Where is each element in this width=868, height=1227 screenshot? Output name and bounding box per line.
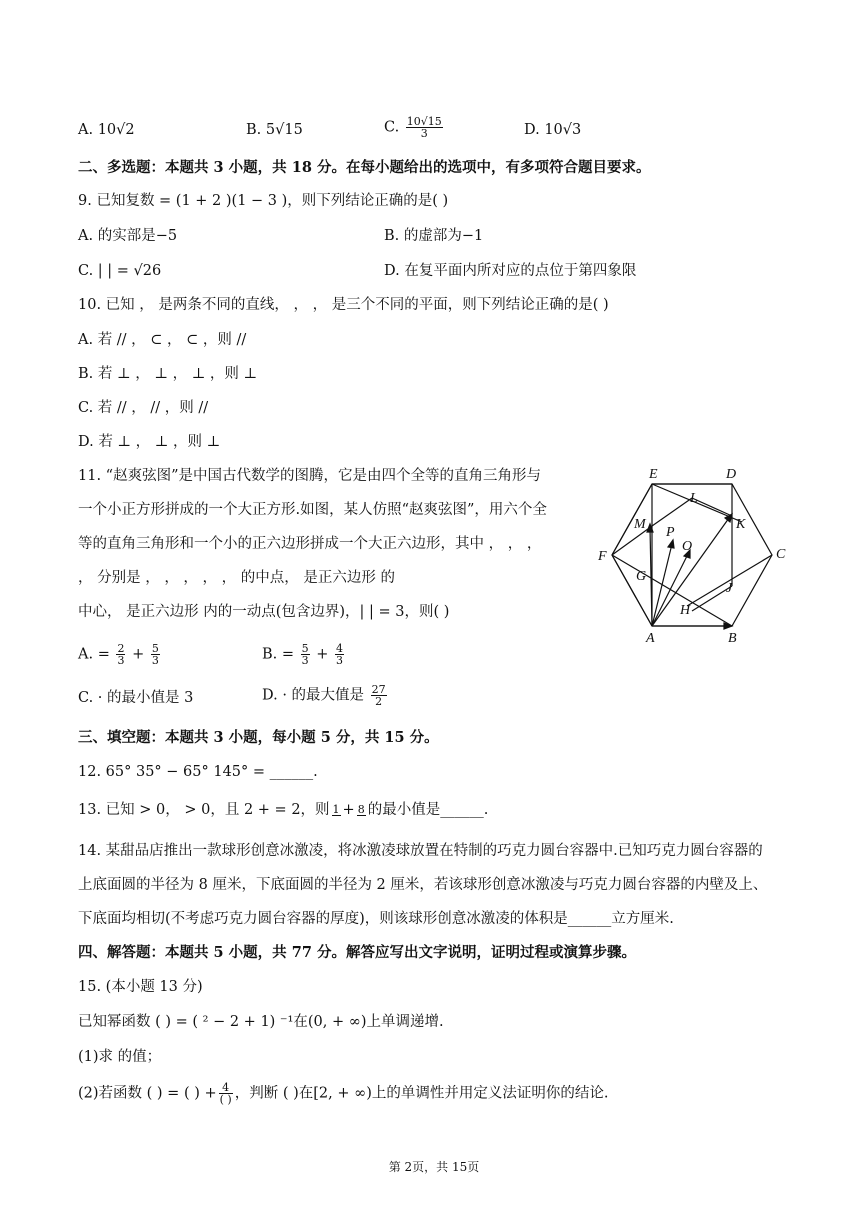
label-b: B xyxy=(728,631,737,646)
q10-option-c: C. 若 // ， // ，则 // xyxy=(78,400,209,416)
q9-stem: 9. 已知复数 = (1 + 2 )(1 − 3 )，则下列结论正确的是( ) xyxy=(78,193,449,209)
label-m: M xyxy=(634,517,646,532)
q15-header: 15. (本小题 13 分) xyxy=(78,979,203,995)
label-g: G xyxy=(636,569,647,584)
label-l: L xyxy=(690,491,698,506)
q11-stem-line-1: 11. “赵爽弦图”是中国古代数学的图腾，它是由四个全等的直角三角形与 xyxy=(78,468,541,484)
q11-stem-line-4: ， 分别是 ， ， ， ， ， 的中点， 是正六边形 的 xyxy=(78,570,395,586)
q14-line-3: 下底面均相切(不考虑巧克力圆台容器的厚度)，则该球形创意冰激凌的体积是______立方厘米. xyxy=(78,911,674,927)
section-2-title: 二、多选题：本题共 3 小题，共 18 分。在每小题给出的选项中，有多项符合题目要求。 xyxy=(78,159,651,176)
q15-part-1: (1)求 的值； xyxy=(78,1049,162,1065)
label-p: P xyxy=(666,525,675,540)
label-d: D xyxy=(726,467,737,482)
q11-stem-line-2: 一个小正方形拼成的一个大正方形.如图，某人仿照“赵爽弦图”，用六个全 xyxy=(78,502,547,518)
q11-option-d: D. · 的最大值是 $\frac{27}{2}$ xyxy=(262,683,386,708)
q12: 12. 65° 35° − 65° 145° = ______. xyxy=(78,764,318,780)
label-k: K xyxy=(736,517,746,532)
vector-ak xyxy=(652,518,729,626)
q11-option-c: C. · 的最小值是 3 xyxy=(78,690,194,706)
q10-option-b: B. 若 ⊥ ， ⊥ ， ⊥ ，则 ⊥ xyxy=(78,366,258,382)
q13: 13. 已知 > 0， > 0，且 2 + = 2，则 1 + 8 的最小值是______. xyxy=(78,802,489,818)
q10-stem: 10. 已知 ， 是两条不同的直线， ， ， 是三个不同的平面，则下列结论正确的是( ) xyxy=(78,297,609,313)
q8-option-c-fraction: $\frac{10√15}{3}$ xyxy=(406,115,442,140)
q8-option-c-label: C. xyxy=(384,119,400,136)
q9-option-d: D. 在复平面内所对应的点位于第四象限 xyxy=(384,263,637,279)
label-h: H xyxy=(680,603,691,618)
q11-option-a: A. = $\frac{2}{3}$ + $\frac{5}{3}$ xyxy=(78,642,159,667)
q10-option-d: D. 若 ⊥ ， ⊥ ，则 ⊥ xyxy=(78,434,221,450)
section-3-title: 三、填空题：本题共 3 小题，每小题 5 分，共 15 分。 xyxy=(78,729,439,746)
label-o: O xyxy=(682,539,693,554)
label-a: A xyxy=(646,631,655,646)
q10-option-a: A. 若 // ， ⊂ ， ⊂ ，则 // xyxy=(78,332,247,348)
q11-option-b: B. = $\frac{5}{3}$ + $\frac{4}{3}$ xyxy=(262,642,344,667)
q15-part-2: (2)若函数 ( ) = ( ) + $\frac{4}{( )}$ ，判断 ( )在[2, + ∞)上的单调性并用定义法证明你的结论. xyxy=(78,1081,609,1106)
q9-option-c: C. | | = √26 xyxy=(78,263,162,279)
q11-stem-line-5: 中心， 是正六边形 内的一动点(包含边界)，| | = 3，则( ) xyxy=(78,604,450,620)
q15-stem: 已知幂函数 ( ) = ( ² − 2 + 1) ⁻¹在(0, + ∞)上单调递增. xyxy=(78,1014,444,1030)
hexagon-figure xyxy=(592,436,792,646)
q14-line-2: 上底面圆的半径为 8 厘米，下底面圆的半径为 2 厘米，若该球形创意冰激凌与巧克力圆台容器的内壁及上、 xyxy=(78,877,768,893)
q8-option-a: A. 10√2 xyxy=(78,122,135,138)
label-j: J xyxy=(726,581,733,596)
q8-option-c xyxy=(384,116,445,139)
q8-option-b: B. 5√15 xyxy=(246,122,303,138)
q9-option-a: A. 的实部是−5 xyxy=(78,228,178,244)
inner-line-bf xyxy=(612,555,732,626)
q14-line-1: 14. 某甜品店推出一款球形创意冰激凌，将冰激凌球放置在特制的巧克力圆台容器中.已知巧克力圆台容器的 xyxy=(78,843,763,859)
q11-stem-line-3: 等的直角三角形和一个小的正六边形拼成一个大正六边形，其中 ， ， ， xyxy=(78,536,542,552)
q8-option-d: D. 10√3 xyxy=(524,122,582,138)
section-4-title: 四、解答题：本题共 5 小题，共 77 分。解答应写出文字说明，证明过程或演算步骤。 xyxy=(78,944,636,961)
vector-ap xyxy=(652,544,672,626)
q9-option-b: B. 的虚部为−1 xyxy=(384,228,484,244)
page-footer: 第 2页，共 15页 xyxy=(388,1160,480,1174)
label-c: C xyxy=(776,547,786,562)
label-e: E xyxy=(649,467,658,482)
label-f: F xyxy=(598,549,607,564)
